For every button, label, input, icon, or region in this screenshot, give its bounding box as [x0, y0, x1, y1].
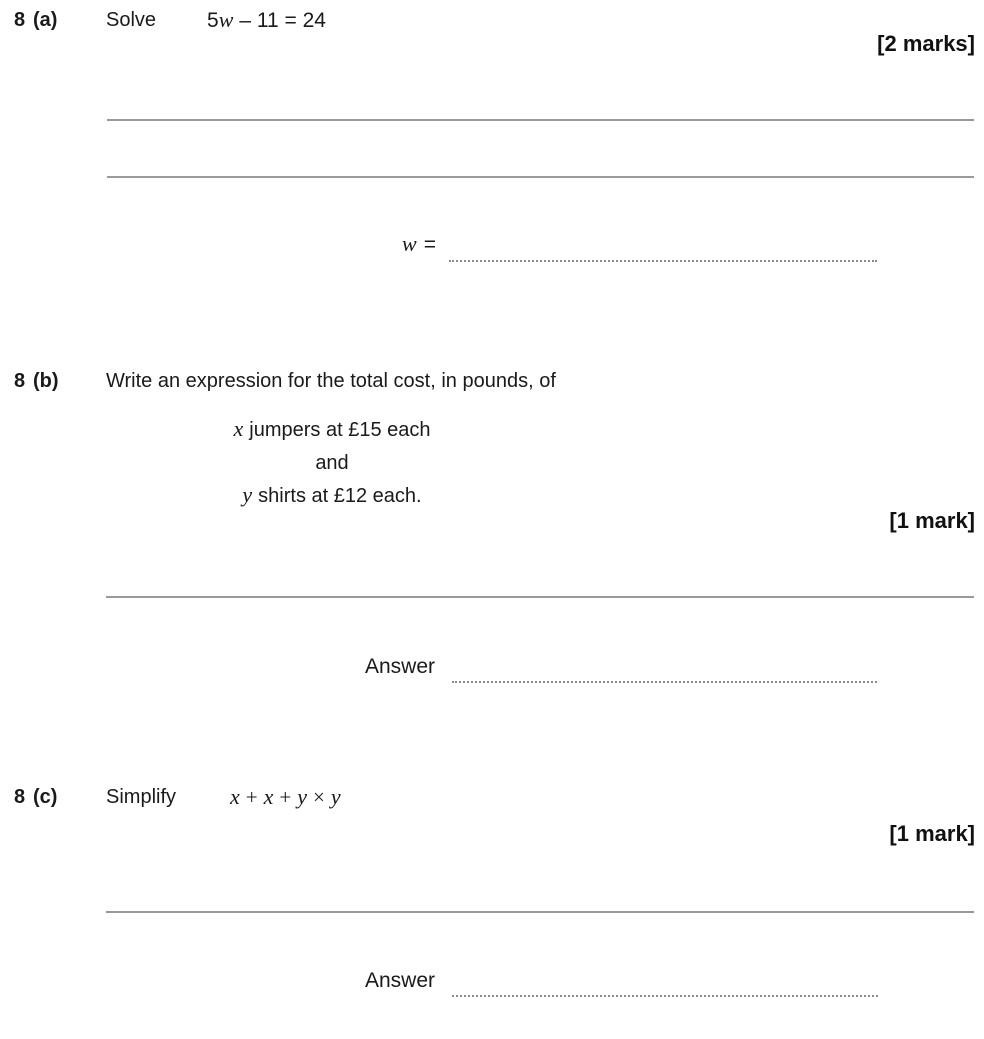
q8a-marks-badge: [2 marks] [877, 31, 975, 56]
q8b-answer-line [452, 681, 877, 683]
q8b-item-conjunction: and [315, 451, 349, 474]
q8a-answer-equals-sign: = [423, 233, 436, 256]
q8b-answer-label: Answer [365, 655, 436, 678]
q8a-answer-variable: w [402, 231, 417, 256]
q8c-plus-operator-1: + [245, 785, 258, 809]
q8b-items-block [106, 413, 558, 513]
q8a-working-line-2 [107, 176, 974, 178]
q8c-answer-label: Answer [365, 969, 436, 992]
q8a-equation [207, 8, 326, 33]
q8b-prompt: Write an expression for the total cost, in pounds, of [106, 370, 556, 392]
q8c-command-word: Simplify [106, 786, 177, 808]
q8c-expression-term-2: x [263, 784, 274, 809]
q8b-item-jumpers [106, 413, 558, 447]
q8b-item-jumpers-variable: x [233, 416, 244, 441]
q8b-item-jumpers-text: jumpers at £15 each [249, 419, 431, 441]
q8b-part-label: (b) [33, 370, 59, 392]
q8b-item-shirts-variable: y [242, 482, 253, 507]
q8b-question-number: 8 [14, 370, 26, 392]
q8c-expression [230, 785, 341, 810]
q8b-item-shirts-text: shirts at £12 each. [258, 485, 422, 507]
q8a-equation-rest: – 11 = 24 [239, 9, 326, 32]
q8c-expression-term-4: y [330, 784, 341, 809]
q8c-expression-term-3: y [297, 784, 307, 809]
q8c-question-number: 8 [14, 786, 26, 808]
q8a-question-number: 8 [14, 9, 26, 31]
q8b-marks-badge: [1 mark] [889, 508, 975, 533]
q8a-part-label: (a) [33, 9, 58, 31]
q8c-expression-term-1: x [230, 784, 240, 809]
q8b-working-line [106, 596, 974, 598]
q8a-equation-variable: w [218, 7, 234, 32]
q8c-working-line [106, 911, 974, 913]
q8a-answer-line [449, 260, 877, 262]
q8c-multiply-operator: × [312, 785, 325, 809]
q8a-working-line-1 [107, 119, 974, 121]
q8b-item-shirts [106, 479, 558, 513]
q8c-plus-operator-2: + [279, 785, 292, 809]
q8c-answer-line [452, 995, 878, 997]
q8a-equation-coefficient: 5 [207, 9, 219, 32]
q8c-marks-badge: [1 mark] [889, 821, 975, 846]
q8a-command-word: Solve [106, 9, 157, 31]
q8a-answer-label [402, 232, 436, 257]
q8c-part-label: (c) [33, 786, 58, 808]
